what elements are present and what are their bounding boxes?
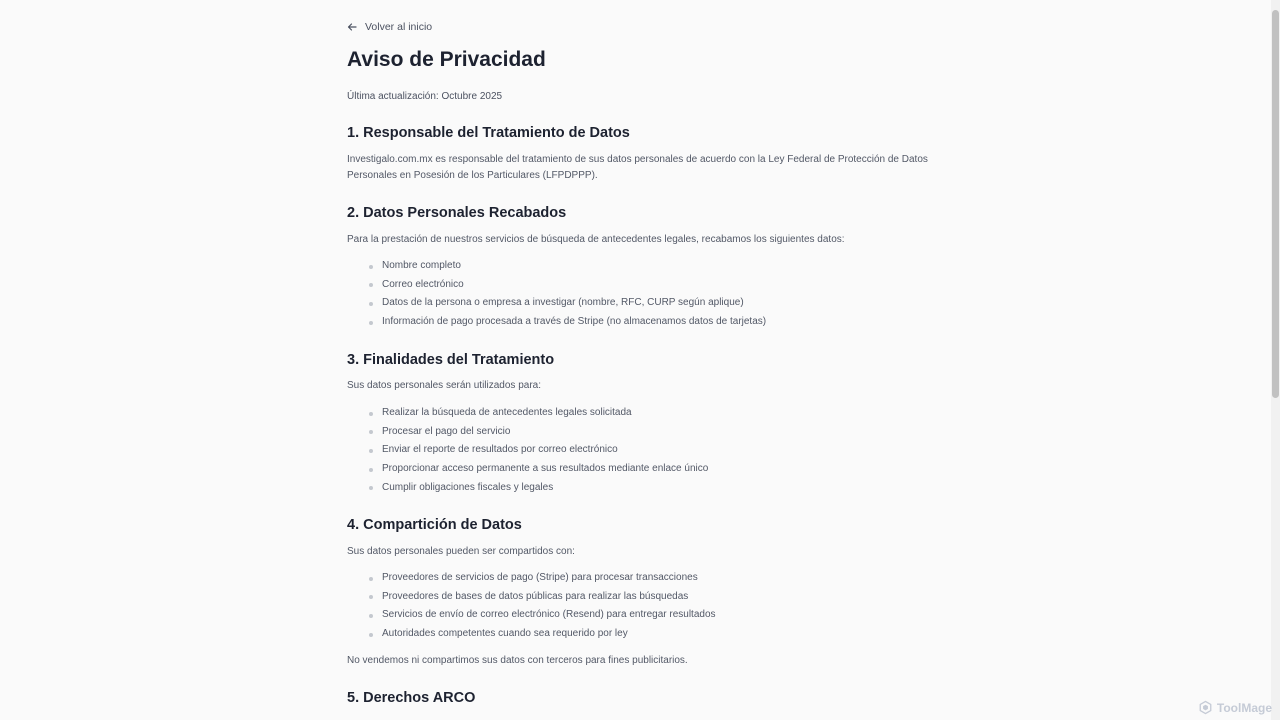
list-item: Procesar el pago del servicio (347, 423, 708, 442)
page-title: Aviso de Privacidad (347, 48, 546, 71)
section-3-heading: 3. Finalidades del Tratamiento (347, 352, 555, 368)
section-1-heading: 1. Responsable del Tratamiento de Datos (347, 125, 630, 141)
data-sharing-list (347, 569, 716, 644)
list-item: Información de pago procesada a través de Stripe (no almacenamos datos de tarjetas) (347, 313, 766, 332)
watermark-text: ToolMage (1216, 700, 1272, 715)
section-4-closing: No vendemos ni compartimos sus datos con terceros para fines publicitarios. (347, 655, 688, 666)
section-5-heading: 5. Derechos ARCO (347, 690, 476, 706)
collected-data-list (347, 257, 766, 332)
section-2-heading: 2. Datos Personales Recabados (347, 205, 567, 221)
list-item: Servicios de envío de correo electrónico (Resend) para entregar resultados (347, 606, 716, 625)
list-item: Datos de la persona o empresa a investigar (nombre, RFC, CURP según aplique) (347, 294, 766, 313)
back-link-label: Volver al inicio (365, 21, 433, 33)
section-2-intro: Para la prestación de nuestros servicios de búsqueda de antecedentes legales, recabamos los siguientes datos: (347, 234, 845, 245)
list-item: Enviar el reporte de resultados por correo electrónico (347, 441, 708, 460)
list-item: Proporcionar acceso permanente a sus resultados mediante enlace único (347, 460, 708, 479)
list-item: Proveedores de servicios de pago (Stripe) para procesar transacciones (347, 569, 716, 588)
list-item: Correo electrónico (347, 276, 766, 295)
list-item: Cumplir obligaciones fiscales y legales (347, 479, 708, 498)
section-4-heading: 4. Compartición de Datos (347, 517, 522, 533)
arrow-left-icon (347, 22, 357, 32)
last-updated-text: Última actualización: Octubre 2025 (347, 91, 503, 102)
list-item: Nombre completo (347, 257, 766, 276)
section-1-paragraph: Investigalo.com.mx es responsable del tratamiento de sus datos personales de acuerdo con la Ley Federal de Protección de Datos Personales en Posesión de los Particulares (LFPDPPP). (347, 154, 928, 181)
list-item: Proveedores de bases de datos públicas para realizar las búsquedas (347, 588, 716, 607)
section-3-intro: Sus datos personales serán utilizados para: (347, 380, 542, 391)
scrollbar-thumb[interactable] (1272, 10, 1279, 398)
page-scrollbar[interactable] (1271, 0, 1280, 720)
toolmage-watermark (1198, 700, 1272, 715)
back-to-home-link[interactable] (347, 21, 432, 33)
section-4-intro: Sus datos personales pueden ser compartidos con: (347, 546, 575, 557)
list-item: Realizar la búsqueda de antecedentes legales solicitada (347, 404, 708, 423)
purposes-list (347, 404, 708, 497)
list-item: Autoridades competentes cuando sea requerido por ley (347, 625, 716, 644)
toolmage-logo-icon (1198, 700, 1213, 715)
